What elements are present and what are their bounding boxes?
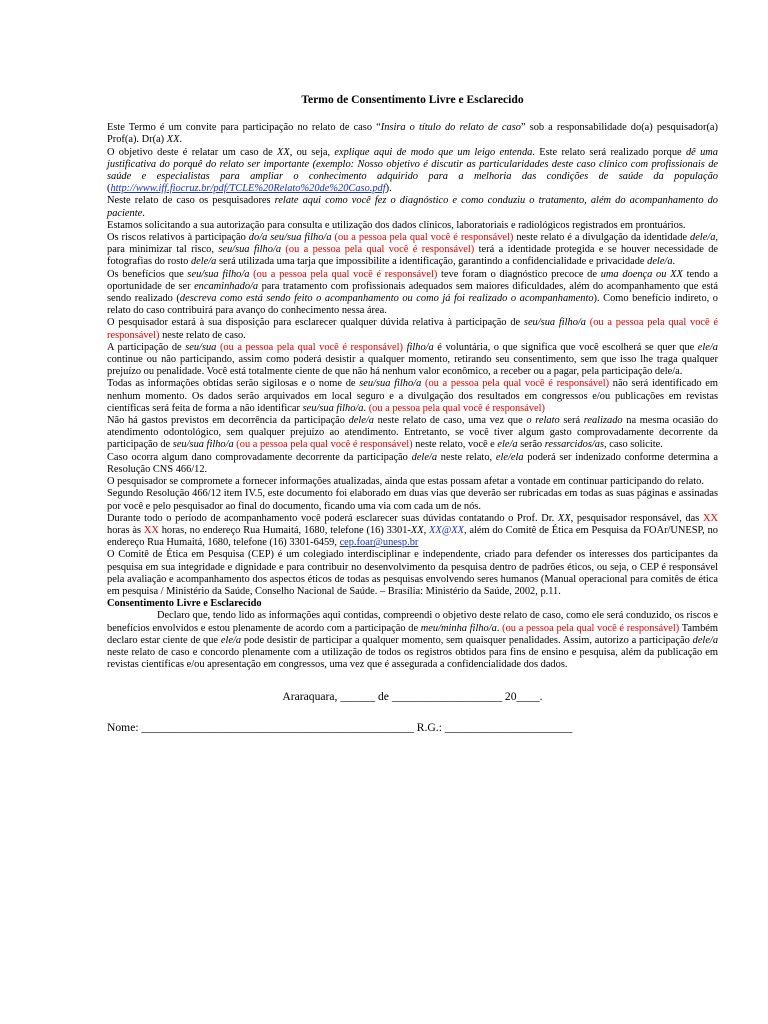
text: Durante todo o período de acompanhamento você poderá esclarecer suas dúvidas contatando o Prof. Dr. xyxy=(107,512,558,524)
paragraph-confidentiality xyxy=(107,378,718,415)
paragraph-declaration xyxy=(107,610,718,671)
pronoun-placeholder: dele/a xyxy=(690,232,716,244)
text: Também declaro estar ciente de que xyxy=(107,622,718,646)
hour-placeholder: XX xyxy=(143,524,159,536)
reference-link[interactable]: http://www.iff.fiocruz.br/pdf/TCLE%20Relato%20de%20Caso.pdf xyxy=(110,183,386,195)
text: Não há gastos previstos em decorrência da participação xyxy=(107,415,349,427)
text-italic: ressarcidos/as xyxy=(544,439,605,451)
text: Este Termo é um convite para participação no relato de caso “ xyxy=(107,122,381,134)
text: não será identificado em nenhum momento. Os dados serão arquivados em local seguro e a divulgação dos resultados em congressos e/ou publicações em revistas científicas será feita de forma a não identificar xyxy=(107,378,718,414)
guardian-note: (ou a pessoa pela qual você é responsável) xyxy=(368,402,545,414)
text: para tratamento com profissionais adequados sem maiores dificuldades, além do acompanhamento que está sendo realizado ( xyxy=(107,280,718,305)
text: , além do Comitê de Ética em Pesquisa da FOAr/UNESP, no endereço Rua Humaitá, 1680, telefone (16) 3301-6459, xyxy=(107,524,719,549)
pronoun-placeholder: ele/ela xyxy=(495,451,524,463)
text: . Este relato será realizado porque xyxy=(532,146,686,158)
cep-email-link[interactable]: cep.foar@unesp.br xyxy=(339,537,419,549)
text: horas às xyxy=(107,524,144,536)
text: ” sob a responsabilidade do(a) pesquisador(a) Prof(a). Dr(a) xyxy=(107,122,718,146)
participant-placeholder: seu/sua xyxy=(185,341,217,353)
pronoun-placeholder: dele/a xyxy=(692,634,719,646)
participant-placeholder: seu/sua filho/a xyxy=(302,402,364,414)
paragraph-objective xyxy=(107,147,718,196)
text: poderá ser indenizado conforme determina a Resolução CNS 466/12. xyxy=(107,451,718,475)
paragraph-resolution: Segundo Resolução 466/12 item IV.5, este documento foi elaborado em duas vias que deverão ser rubricadas em todas as suas páginas e assinadas por você e pelo pesquisador ao final do documento, ficando uma via com cada um de nós. xyxy=(107,488,718,512)
followup-placeholder: descreva como está sendo feito o acompanhamento ou como já foi realizado o acompanhamento xyxy=(179,293,594,305)
text: é voluntária, o que significa que você escolherá se quer que xyxy=(433,341,698,353)
participant-placeholder: seu/sua filho/a xyxy=(359,378,422,390)
explanation-placeholder: explique aqui de modo que um leigo entenda xyxy=(334,146,533,158)
text: Todas as informações obtidas serão sigilosas e o nome de xyxy=(107,378,360,390)
text: serão xyxy=(517,439,545,451)
text: . xyxy=(363,402,369,414)
paragraph-availability xyxy=(107,317,718,341)
text: tendo a oportunidade de ser xyxy=(107,268,718,292)
pronoun-placeholder: ele/a xyxy=(697,341,718,353)
participant-placeholder: do/a seu/sua filho/a xyxy=(248,232,332,244)
guardian-note: (ou a pessoa pela qual você é responsável) xyxy=(107,317,719,341)
pronoun-placeholder: dele/a xyxy=(647,256,673,268)
guardian-note: (ou a pessoa pela qual você é responsável) xyxy=(233,439,413,451)
pronoun-placeholder: dele/a xyxy=(411,451,438,463)
text: , ou seja, xyxy=(289,146,335,158)
guardian-note: (ou a pessoa pela qual você é responsável) xyxy=(502,622,680,634)
text-italic: realizado xyxy=(583,415,623,427)
text: Os benefícios que xyxy=(107,268,188,280)
text: neste relato, você e xyxy=(412,439,498,451)
text: neste relato de caso e concordo plenamente com a utilização de todos os registros obtidos para fins de ensino e pesquisa, além da publicação em revistas científicas e/ou apresentação em congressos, uma vez que é assegurada a confidencialidade dos dados. xyxy=(107,646,718,671)
text: Declaro que, tendo lido as informações aqui contidas, compreendi o objetivo deste relato de caso, como ele será conduzido, os riscos e benefícios envolvidos e estou plenamente de acordo com a participação de xyxy=(107,610,718,634)
paragraph-updates: O pesquisador se compromete a fornecer informações atualizadas, ainda que estas possam afetar a vontade em continuar participando do relato. xyxy=(107,476,704,488)
email-placeholder: XX@XX xyxy=(429,524,464,536)
pronoun-placeholder: dele/a xyxy=(348,415,374,427)
text: neste relato de caso, uma vez que xyxy=(373,415,527,427)
text: será xyxy=(559,415,584,427)
text: O pesquisador estará à sua disposição para esclarecer qualquer dúvida relativa à participação de xyxy=(107,317,524,329)
paragraph-risks xyxy=(107,232,718,269)
text: O objetivo deste é relatar um caso de xyxy=(107,146,277,158)
pronoun-placeholder: ele/a xyxy=(220,634,242,646)
guardian-note: (ou a pessoa pela qual você é responsável) xyxy=(331,232,514,244)
researcher-placeholder: XX xyxy=(166,134,180,146)
text: continue ou não participando, assim como poderá desistir a qualquer momento, retirando seu consentimento, sem que isso lhe traga qualquer prejuízo ou penalidade. Você está totalmente ciente de que não há nenhum valor econômico, a receber ou a pagar, pela participação dele/a. xyxy=(107,354,718,378)
participant-placeholder: filho/a xyxy=(406,341,434,353)
text: . xyxy=(179,134,183,146)
text: ). xyxy=(385,183,392,195)
participant-placeholder: seu/sua filho/a xyxy=(523,317,586,329)
case-title-placeholder: Insira o título do relato de caso xyxy=(380,122,521,134)
paragraph-damages xyxy=(107,452,718,476)
text: será utilizada uma tarja que impossibilite a identificação, garantindo a confidencialidade e privacidade xyxy=(216,256,648,268)
researcher-placeholder: XX xyxy=(557,512,571,524)
text: , para minimizar tal risco, xyxy=(107,232,718,256)
text: . xyxy=(142,207,145,219)
paragraph-authorization: Estamos solicitando a sua autorização para consulta e utilização dos dados clínicos, laboratoriais e radiológicos registrados em prontuários. xyxy=(107,219,686,231)
text: A participação de xyxy=(107,341,186,353)
pronoun-placeholder: dele/a xyxy=(190,256,217,268)
phone-placeholder: XX xyxy=(410,524,424,536)
text: neste relato, xyxy=(437,451,496,463)
participant-placeholder: meu/minha filho/a xyxy=(420,622,497,634)
text: teve foram o diagnóstico precoce de xyxy=(437,268,601,280)
text: . xyxy=(496,622,503,634)
paragraph-costs xyxy=(107,415,718,452)
consent-document xyxy=(107,94,718,734)
text: neste relato é a divulgação da identidade xyxy=(513,232,690,244)
text: horas, no endereço Rua Humaitá, 1680, telefone (16) 3301- xyxy=(158,524,411,536)
paragraph-cep: O Comitê de Ética em Pesquisa (CEP) é um colegiado interdisciplinar e independente, criado para defender os interesses dos participantes da pesquisa em sua integridade e dignidade e para contribuir no desenvolvimento da pesquisa dentro de padrões éticos, ou seja, o CEP é responsável pela avaliação e acompanhamento dos aspectos éticos de todas as pesquisas envolvendo seres humanos (Manual operacional para comitês de ética em pesquisa / Ministério da Saúde, Conselho Nacional de Saúde. – Brasília: Ministério da Saúde, 2002, p.11. xyxy=(107,549,718,597)
text: ). Como benefício indireto, o relato do caso contribuirá para avanço do conhecimento nessa área. xyxy=(107,293,718,317)
text-italic: o relato xyxy=(526,415,560,427)
text: , xyxy=(423,524,430,536)
guardian-note: (ou a pessoa pela qual você é responsável) xyxy=(216,341,404,353)
paragraph-invitation xyxy=(107,122,718,146)
justification-placeholder: dê uma justificativa do porquê do relato ser importante (exemplo: Nosso objetivo é discutir as particularidades deste caso clínico com profissionais de saúde e especialistas para ampliar o conhecimento adquirido para a melhoria das condições de saúde da população xyxy=(107,146,718,183)
text: Caso ocorra algum dano comprovadamente decorrente da participação xyxy=(107,451,412,463)
paragraph-contact xyxy=(107,513,718,550)
pronoun-placeholder: encaminhado/a xyxy=(194,280,259,292)
document-title: Termo de Consentimento Livre e Esclarecido xyxy=(301,93,524,106)
text: ( xyxy=(107,183,111,195)
guardian-note: (ou a pessoa pela qual você é responsável) xyxy=(249,268,438,280)
text: terá a identidade protegida e se houver necessidade de fotografias do rosto xyxy=(107,244,719,268)
participant-placeholder: seu/sua filho/a xyxy=(187,268,250,280)
participant-placeholder: seu/sua filho/a xyxy=(218,244,282,256)
case-placeholder: XX xyxy=(277,146,290,158)
procedure-placeholder: relate aqui como você fez o diagnóstico e como conduziu o tratamento, além do acompanhamento do paciente xyxy=(107,195,718,219)
participant-placeholder: seu/sua filho/a xyxy=(172,439,234,451)
disease-placeholder: uma doença ou XX xyxy=(600,268,683,280)
text: na mesma ocasião do atendimento odontológico, sem qualquer prejuízo ao atendimento. Entretanto, se você tiver algum gasto comprovadamente decorrente da participação de xyxy=(107,415,718,451)
paragraph-procedure xyxy=(107,195,718,219)
text: , pesquisador responsável, das xyxy=(570,512,703,524)
hour-placeholder: XX xyxy=(702,512,718,524)
guardian-note: (ou a pessoa pela qual você é responsável) xyxy=(421,378,610,390)
text: neste relato de caso. xyxy=(159,329,246,341)
section-title-consent: Consentimento Livre e Esclarecido xyxy=(107,598,262,610)
pronoun-placeholder: ele/a xyxy=(497,439,518,451)
text: pode desistir de participar a qualquer momento, sem quaisquer penalidades. Assim, autorizo a participação xyxy=(241,634,693,646)
text: Os riscos relativos à participação xyxy=(107,232,249,244)
text: Neste relato de caso os pesquisadores xyxy=(107,195,275,207)
paragraph-voluntary xyxy=(107,342,718,379)
place-date-line: Araraquara, ______ de ___________________ 20____. xyxy=(282,690,543,704)
guardian-note: (ou a pessoa pela qual você é responsável) xyxy=(281,244,475,256)
text: . xyxy=(672,256,676,268)
paragraph-benefits xyxy=(107,269,718,318)
name-rg-line: Nome: _______________________________________________ R.G.: ______________________ xyxy=(107,720,573,734)
text: , caso solicite. xyxy=(604,439,663,451)
